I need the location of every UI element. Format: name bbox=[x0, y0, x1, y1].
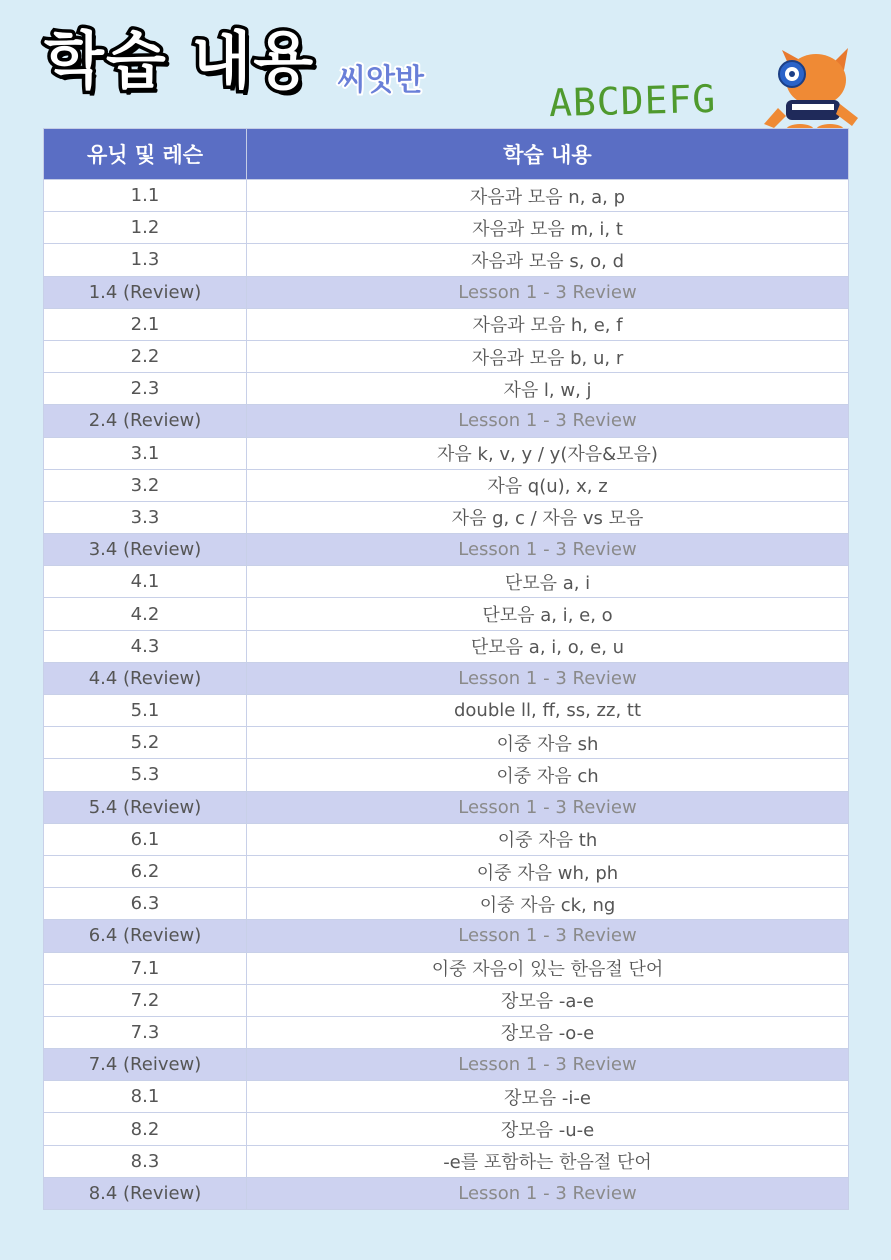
table-row bbox=[44, 212, 849, 244]
review-row bbox=[44, 791, 849, 823]
review-row bbox=[44, 534, 849, 566]
table-row bbox=[44, 888, 849, 920]
lesson-content: 장모음 -i-e bbox=[247, 1081, 849, 1113]
table-row bbox=[44, 566, 849, 598]
review-row bbox=[44, 276, 849, 308]
lesson-content: Lesson 1 - 3 Review bbox=[247, 1177, 849, 1209]
lesson-number: 1.1 bbox=[44, 180, 247, 212]
table-row bbox=[44, 727, 849, 759]
class-level-subtitle: 씨앗반 bbox=[337, 63, 424, 98]
lesson-number: 7.4 (Reivew) bbox=[44, 1049, 247, 1081]
table-row bbox=[44, 1081, 849, 1113]
lesson-content: Lesson 1 - 3 Review bbox=[247, 276, 849, 308]
lesson-content: 자음 l, w, j bbox=[247, 373, 849, 405]
table-row bbox=[44, 952, 849, 984]
lesson-content: 자음과 모음 h, e, f bbox=[247, 308, 849, 340]
lesson-content: 이중 자음 ck, ng bbox=[247, 888, 849, 920]
lesson-number: 3.4 (Review) bbox=[44, 534, 247, 566]
lesson-number: 2.3 bbox=[44, 373, 247, 405]
table-row bbox=[44, 598, 849, 630]
lesson-number: 2.1 bbox=[44, 308, 247, 340]
lesson-content: 자음과 모음 s, o, d bbox=[247, 244, 849, 276]
lesson-content: Lesson 1 - 3 Review bbox=[247, 662, 849, 694]
table-header-row bbox=[44, 129, 849, 180]
page-title: 학습 내용 bbox=[44, 24, 316, 97]
lesson-content: 장모음 -u-e bbox=[247, 1113, 849, 1145]
lesson-number: 8.3 bbox=[44, 1145, 247, 1177]
lesson-content: -e를 포함하는 한음절 단어 bbox=[247, 1145, 849, 1177]
lesson-number: 3.2 bbox=[44, 469, 247, 501]
table-row bbox=[44, 984, 849, 1016]
lesson-content: Lesson 1 - 3 Review bbox=[247, 791, 849, 823]
lesson-number: 6.4 (Review) bbox=[44, 920, 247, 952]
lesson-number: 5.3 bbox=[44, 759, 247, 791]
lesson-content: Lesson 1 - 3 Review bbox=[247, 405, 849, 437]
table-row bbox=[44, 630, 849, 662]
lesson-number: 1.2 bbox=[44, 212, 247, 244]
review-row bbox=[44, 662, 849, 694]
lesson-content: 자음과 모음 b, u, r bbox=[247, 340, 849, 372]
table-row bbox=[44, 437, 849, 469]
curriculum-table bbox=[43, 128, 849, 1210]
table-row bbox=[44, 180, 849, 212]
lesson-number: 6.2 bbox=[44, 855, 247, 887]
lesson-number: 1.3 bbox=[44, 244, 247, 276]
lesson-content: 자음 q(u), x, z bbox=[247, 469, 849, 501]
table-row bbox=[44, 759, 849, 791]
column-header-lesson: 유닛 및 레슨 bbox=[44, 129, 247, 180]
lesson-number: 4.2 bbox=[44, 598, 247, 630]
lesson-content: double ll, ff, ss, zz, tt bbox=[247, 695, 849, 727]
lesson-content: 자음 g, c / 자음 vs 모음 bbox=[247, 501, 849, 533]
lesson-number: 4.4 (Review) bbox=[44, 662, 247, 694]
lesson-number: 7.2 bbox=[44, 984, 247, 1016]
lesson-number: 7.3 bbox=[44, 1016, 247, 1048]
lesson-number: 1.4 (Review) bbox=[44, 276, 247, 308]
table-row bbox=[44, 469, 849, 501]
lesson-content: 장모음 -o-e bbox=[247, 1016, 849, 1048]
lesson-number: 6.1 bbox=[44, 823, 247, 855]
table-row bbox=[44, 823, 849, 855]
lesson-number: 2.2 bbox=[44, 340, 247, 372]
lesson-number: 5.1 bbox=[44, 695, 247, 727]
lesson-content: 자음 k, v, y / y(자음&모음) bbox=[247, 437, 849, 469]
lesson-content: 이중 자음 ch bbox=[247, 759, 849, 791]
lesson-number: 8.2 bbox=[44, 1113, 247, 1145]
review-row bbox=[44, 920, 849, 952]
lesson-number: 5.2 bbox=[44, 727, 247, 759]
table-row bbox=[44, 373, 849, 405]
lesson-number: 6.3 bbox=[44, 888, 247, 920]
table-row bbox=[44, 244, 849, 276]
table-row bbox=[44, 501, 849, 533]
lesson-content: 단모음 a, i, e, o bbox=[247, 598, 849, 630]
lesson-content: 자음과 모음 m, i, t bbox=[247, 212, 849, 244]
alphabet-decoration: ABCDEFG bbox=[548, 76, 717, 126]
robot-mascot-icon bbox=[760, 46, 870, 138]
lesson-content: 장모음 -a-e bbox=[247, 984, 849, 1016]
lesson-content: 이중 자음이 있는 한음절 단어 bbox=[247, 952, 849, 984]
lesson-content: Lesson 1 - 3 Review bbox=[247, 1049, 849, 1081]
lesson-content: Lesson 1 - 3 Review bbox=[247, 534, 849, 566]
table-row bbox=[44, 1016, 849, 1048]
lesson-number: 8.4 (Review) bbox=[44, 1177, 247, 1209]
lesson-number: 8.1 bbox=[44, 1081, 247, 1113]
table-row bbox=[44, 308, 849, 340]
review-row bbox=[44, 1049, 849, 1081]
lesson-number: 4.3 bbox=[44, 630, 247, 662]
table-row bbox=[44, 1145, 849, 1177]
lesson-number: 7.1 bbox=[44, 952, 247, 984]
lesson-content: Lesson 1 - 3 Review bbox=[247, 920, 849, 952]
lesson-number: 5.4 (Review) bbox=[44, 791, 247, 823]
lesson-number: 2.4 (Review) bbox=[44, 405, 247, 437]
lesson-content: 자음과 모음 n, a, p bbox=[247, 180, 849, 212]
lesson-number: 3.3 bbox=[44, 501, 247, 533]
column-header-content: 학습 내용 bbox=[247, 129, 849, 180]
review-row bbox=[44, 405, 849, 437]
table-row bbox=[44, 340, 849, 372]
table-row bbox=[44, 855, 849, 887]
lesson-content: 단모음 a, i bbox=[247, 566, 849, 598]
review-row bbox=[44, 1177, 849, 1209]
lesson-content: 이중 자음 th bbox=[247, 823, 849, 855]
lesson-content: 이중 자음 wh, ph bbox=[247, 855, 849, 887]
lesson-content: 단모음 a, i, o, e, u bbox=[247, 630, 849, 662]
table-row bbox=[44, 1113, 849, 1145]
table-row bbox=[44, 695, 849, 727]
lesson-number: 3.1 bbox=[44, 437, 247, 469]
lesson-content: 이중 자음 sh bbox=[247, 727, 849, 759]
lesson-number: 4.1 bbox=[44, 566, 247, 598]
